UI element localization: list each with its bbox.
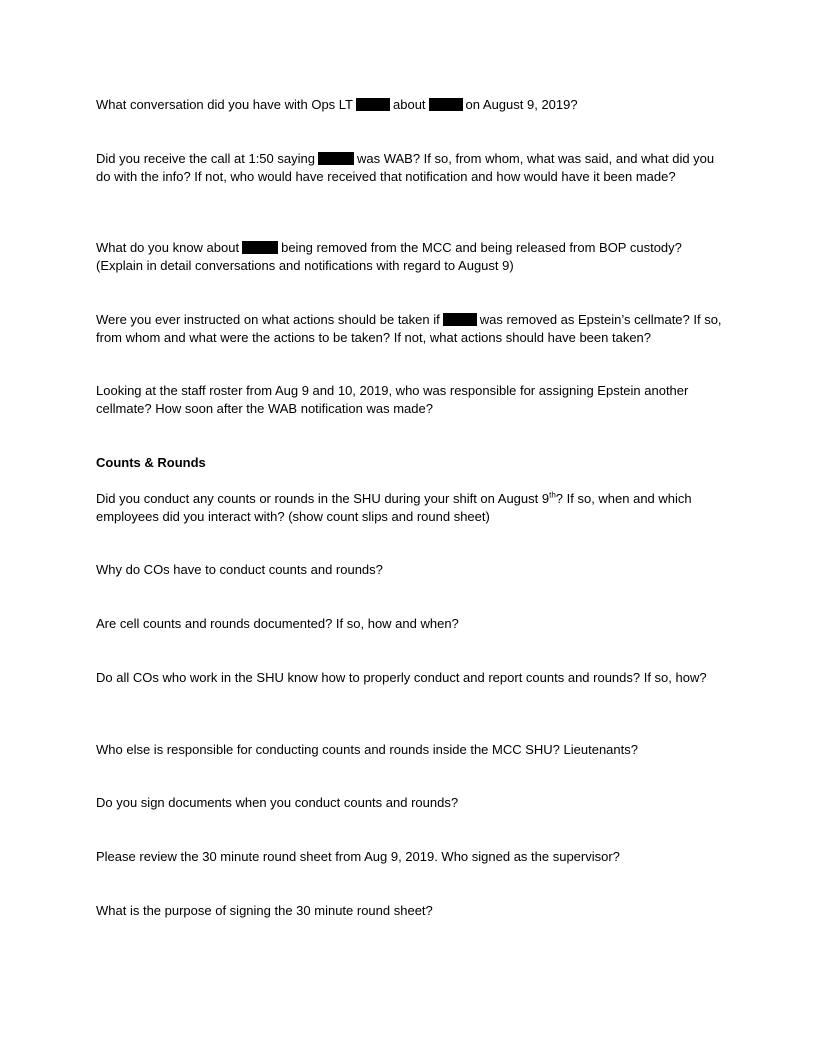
question-cos-know-counts: Do all COs who work in the SHU know how to properly conduct and report counts and rounds? If so, how? [96,670,707,685]
section-heading: Counts & Rounds [96,455,206,470]
superscript: th [549,490,556,500]
question-text: was removed as Epstein’s cellmate? If so, from whom and what were the actions to be taken? If not, what actions should have been taken? [96,312,722,345]
redaction-block [356,98,390,111]
question-text: being removed from the MCC and being released from BOP custody? (Explain in detail conversations and notifications with regard to August 9) [96,240,682,273]
question-text: was WAB? If so, from whom, what was said, and what did you do with the info? If not, who would have received that notification and how would have it been made? [96,151,715,184]
question-text: What do you know about [96,240,240,255]
question-who-else-responsible: Who else is responsible for conducting counts and rounds inside the MCC SHU? Lieutenants? [96,742,638,757]
question-text: about [393,97,426,112]
question-text: Did you receive the call at 1:50 saying [96,151,315,166]
question-staff-roster: Looking at the staff roster from Aug 9 and 10, 2019, who was responsible for assigning Epstein another cellmate? How soon after the WAB notification was made? [96,383,689,416]
question-purpose-of-signing: What is the purpose of signing the 30 minute round sheet? [96,903,433,918]
question-text: What conversation did you have with Ops LT [96,97,353,112]
question-cellmate-removal [96,311,726,347]
redaction-block [318,152,354,165]
redaction-block [443,313,477,326]
redaction-block [242,241,278,254]
question-why-counts: Why do COs have to conduct counts and rounds? [96,562,383,577]
question-text: ? If so, when and which employees did you interact with? (show count slips and round sheet) [96,491,692,524]
question-counts-during-shift [96,490,726,526]
question-text: Were you ever instructed on what actions should be taken if [96,312,440,327]
redaction-block [429,98,463,111]
question-sign-documents: Do you sign documents when you conduct counts and rounds? [96,795,459,810]
question-counts-documented: Are cell counts and rounds documented? If so, how and when? [96,616,459,631]
question-ops-lt-conversation [96,96,726,114]
question-text: Did you conduct any counts or rounds in the SHU during your shift on August 9 [96,491,550,506]
question-text: on August 9, 2019? [465,97,578,112]
question-removal-from-mcc [96,239,726,275]
question-round-sheet-supervisor: Please review the 30 minute round sheet from Aug 9, 2019. Who signed as the supervisor? [96,849,620,864]
question-call-at-150 [96,150,726,186]
